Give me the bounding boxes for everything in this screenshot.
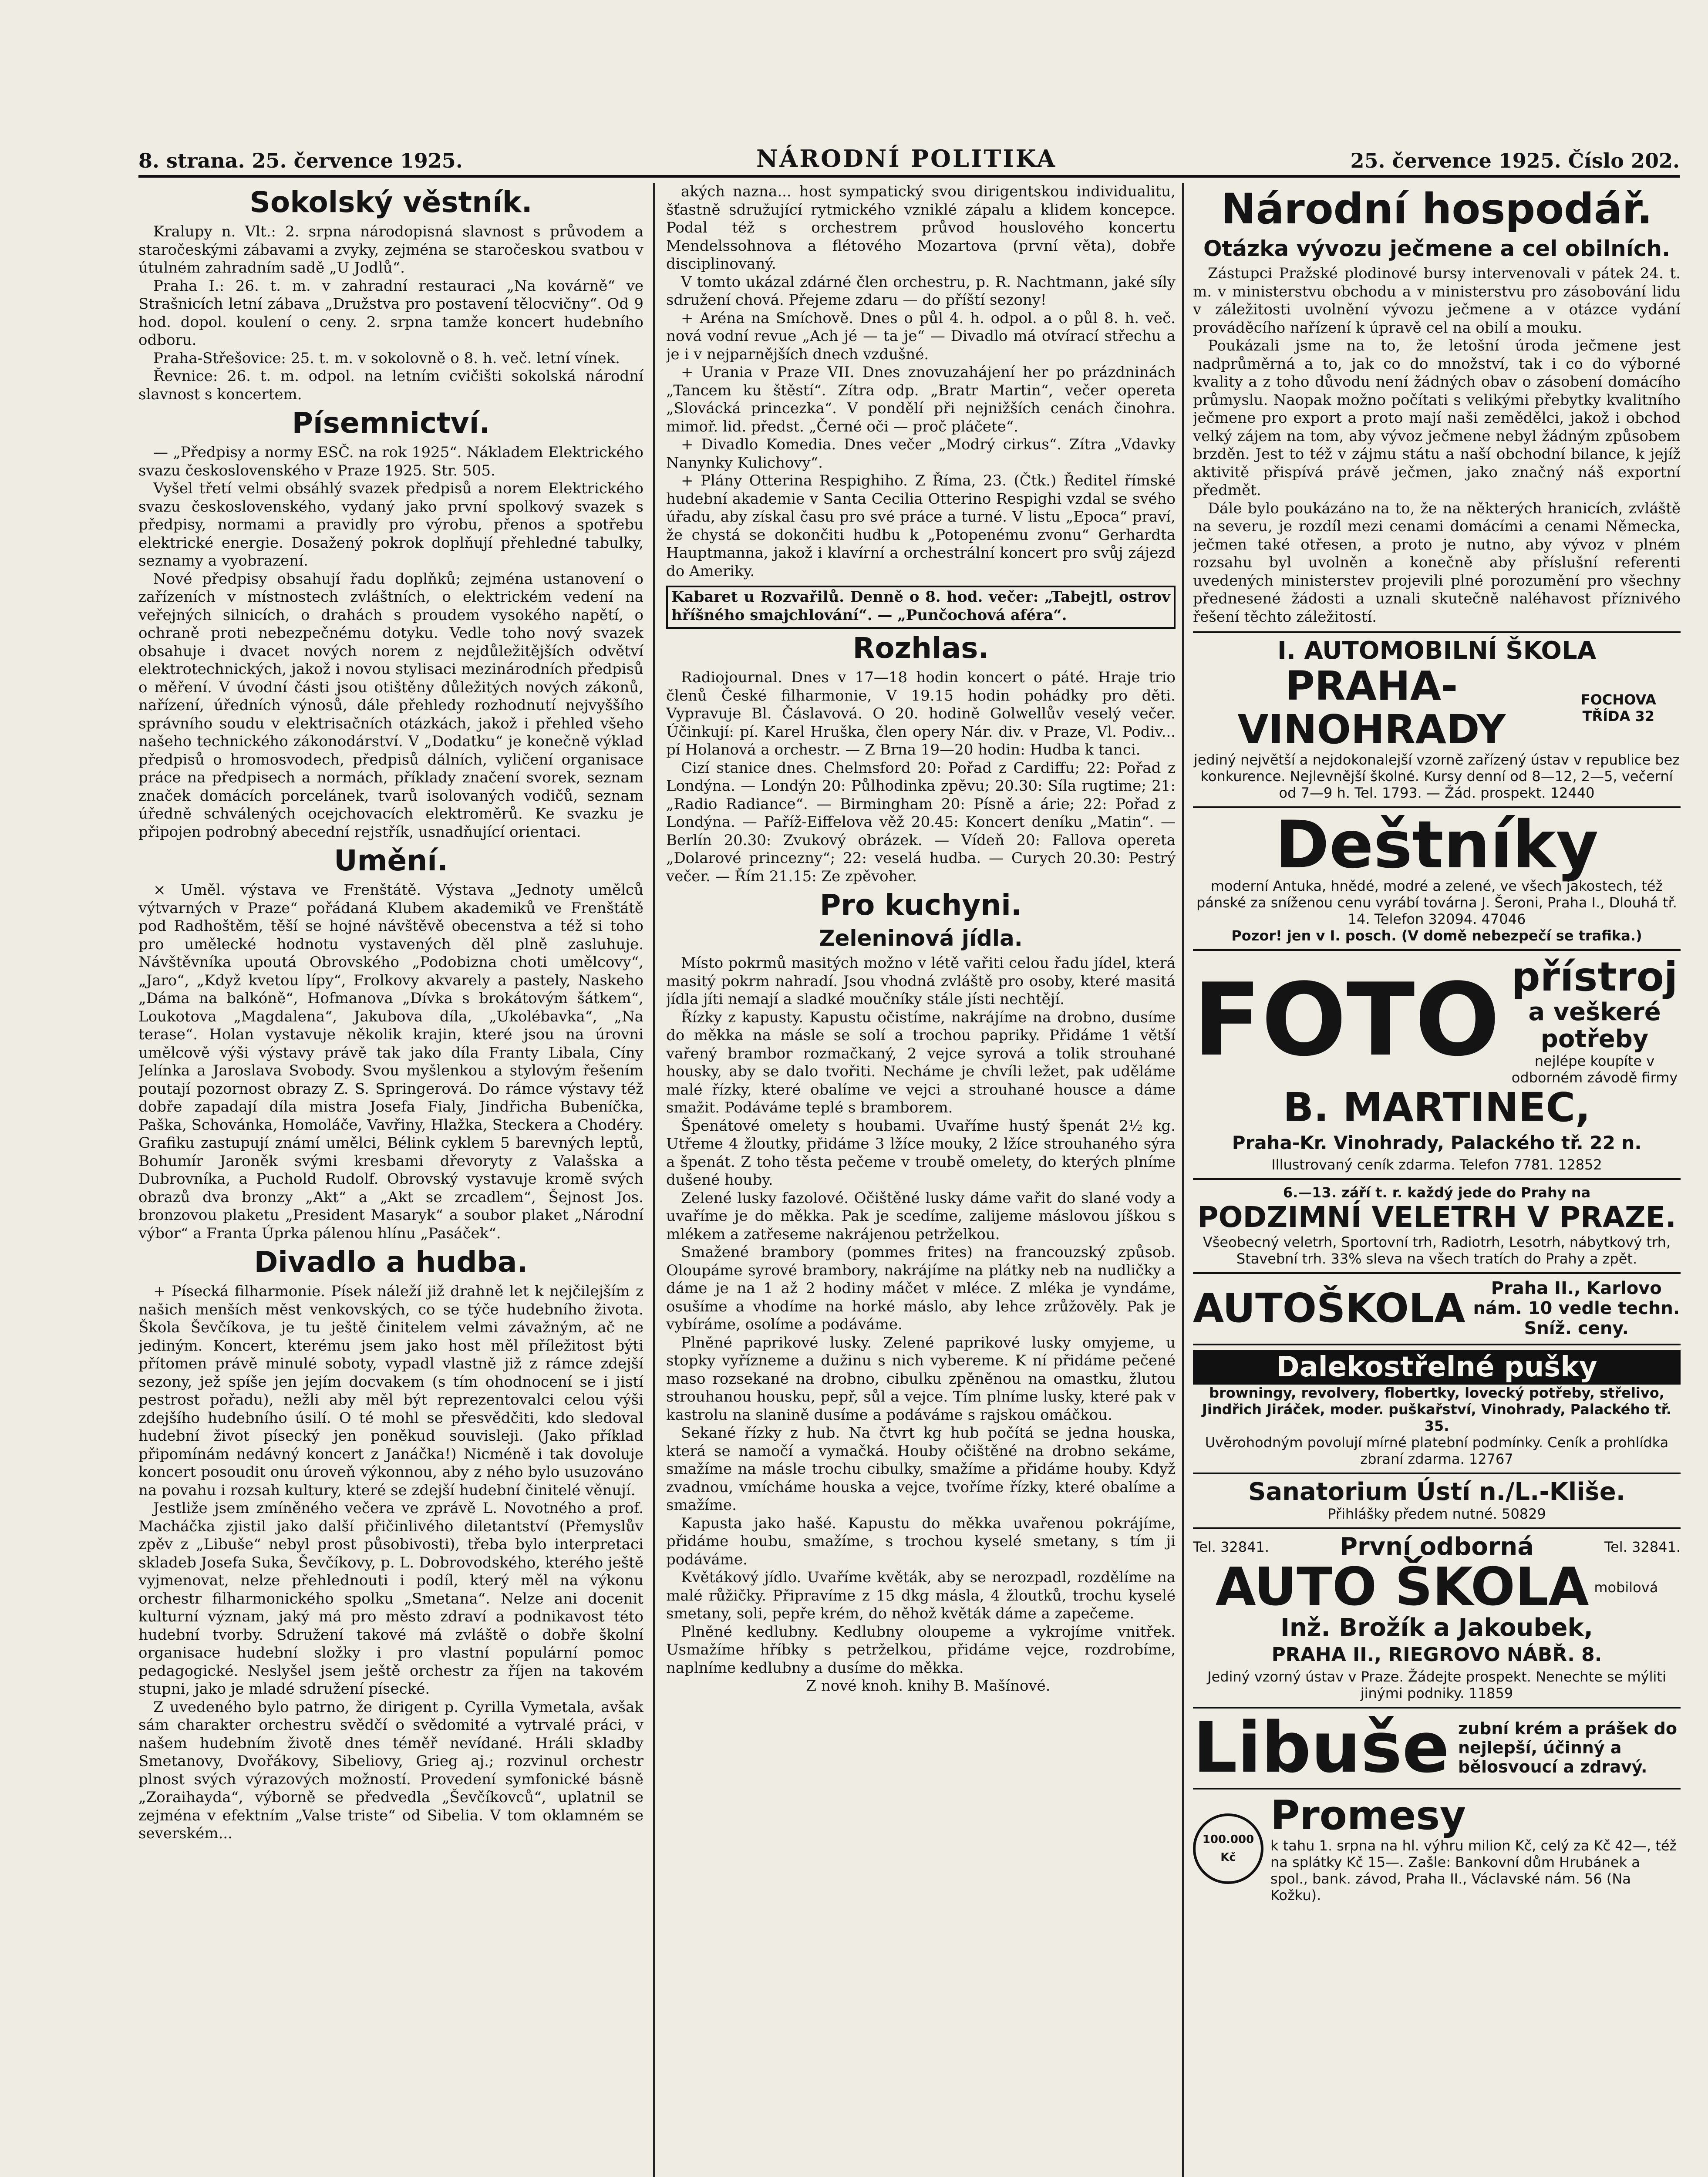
ad-text: jediný největší a nejdokonalejší vzorně zařízený ústav v republice bez konkurence. Nejlevnější školné. Kursy denní od 8—12, 2—5, večerní od 7—9 h. Tel. 1793. — Žád. prospekt. 12440 [1193, 752, 1680, 801]
ad-text: zubní krém a prášek do nejlepší, účinný a bělosvoucí a zdravý. [1458, 1719, 1677, 1776]
article-paragraph: Nové předpisy obsahují řadu doplňků; zejména ustanovení o zařízeních v místnostech zvláštních, o elektrickém vedení na veřejných silnicích, o drahách s proudem vysokého napětí, o ochraně proti nebezpečnému dotyku. Vedle toho nový svazek obsahuje i dvacet nových norem z nejdůležitějších odvětví elektrotechnických, jakož i novou stylisaci mezinárodních předpisů o měření. V úvodní části jsou otištěny důležitých nových zákonů, nařízení, úředních výnosů, dále přehledy rozhodnutí nejvyššího správního soudu v elektrisačních otázkách, jakož i přehled všeho našeho technického zákonodárství. V „Dodatku“ je konečně výklad předpisů o hromosvodech, předpisů dálních, vyličení organisace práce na předpisech a normách, příklady značení svorek, seznam značek domácích porcelánek, tvarů isolovaných vodičů, seznam úředně schválených ocejchovacích elektroměrů. Ke svazku je připojen podrobný abecední rejstřík, usnadňující orientaci. [138, 570, 643, 841]
header-right: 25. července 1925. Číslo 202. [1350, 149, 1680, 172]
section-title-divadlo: Divadlo a hudba. [254, 1245, 528, 1279]
article-paragraph: Špenátové omelety s houbami. Uvaříme hustý špenát 2½ kg. Utřeme 4 žloutky, přidáme 3 lžíce mouky, 2 lžíce strouhaného sýra a špenát. Z toho těsta pečeme v troubě omelety, do kterých plníme dušené houby. [666, 1117, 1176, 1189]
ad-address: FOCHOVA TŘÍDA 32 [1580, 691, 1656, 725]
ad-subtitle: První odborná [1339, 1533, 1534, 1561]
ad-promesy [1193, 1788, 1681, 1904]
ad-subtitle: přístroj [1511, 954, 1678, 1000]
ad-phone: Tel. 32841. [1604, 1539, 1681, 1555]
section-subtitle: Otázka vývozu ječmene a cel obilních. [1203, 236, 1671, 261]
article-paragraph: akých nazna... host sympatický svou dirigentskou individualitu, šťastně sdružující rytmického vzniklé zápalu a klidem koncepce. Podal též s orchestrem průvod houslového koncertu Mendelssohnova a flétového Mozartova (první věta), dobře disciplinovaný. [666, 183, 1176, 273]
column-rule [1182, 183, 1184, 2177]
article-paragraph: Dále bylo poukázáno na to, že na některých hranicích, zvláště na severu, je rozdíl mezi cenami domácími a cenami Německa, ječmen také otřesen, a proto je nutno, aby vývoz v plném rozsahu byl uvolněn a konečně aby příslušní referenti uvedených ministerstev projevili plné porozumění pro všechny přednesené žádosti a uznali skutečně naléhavost příznivého řešení těchto záležitostí. [1193, 499, 1681, 626]
article-paragraph: Kralupy n. Vlt.: 2. srpna národopisná slavnost s průvodem a staročeskými zábavami a zvyky, zejména se staročeskou svatbou v útulném zahradním sadě „U Jodlů“. [138, 223, 643, 276]
ad-address: PRAHA II., RIEGROVO NÁBŘ. 8. [1271, 1644, 1602, 1666]
article-paragraph: + Plány Otterina Respighiho. Z Říma, 23. (Čtk.) Ředitel římské hudební akademie v Santa Cecilia Otterino Respighi vzdal se svého úřadu, aby získal času pro své práce a turné. V listu „Epoca“ praví, že chystá se dokončiti hudbu k „Potopenému zvonu“ Gerhardta Hauptmanna, jakož i klavírní a orchestrální koncert pro svůj zájezd do Ameriky. [666, 472, 1176, 580]
column-1 [138, 183, 643, 2177]
ad-title: FOTO [1193, 962, 1500, 1078]
section-title-sokol: Sokolský věstník. [249, 185, 532, 219]
ad-text: Přihlášky předem nutné. 50829 [1327, 1506, 1546, 1522]
article-paragraph: Plněné kedlubny. Kedlubny oloupeme a vykrojíme vnitřek. Usmažíme hříbky s petrželkou, přidáme vejce, rozdrobíme, naplníme kedlubny a dusíme do měkka. [666, 1623, 1176, 1677]
article-paragraph: Z uvedeného bylo patrno, že dirigent p. Cyrilla Vymetala, avšak sám charakter orchestru svědčí o svědomité a vytrvalé práci, v našem hudebním životě dnes téměř nevídané. Hráli skladby Smetanovy, Dvořákovy, Sibeliovy, Grieg aj.; rozvinul orchestr plnost svých výrazových možností. Provedení symfonické básně „Zoraihayda“, výborně se předvedla „Ševčíkovců“, uplatnil se zejména v efektním „Valse triste“ od Sibelia. V tom oklamném se severském... [138, 1698, 643, 1842]
ad-phone: Tel. 32841. [1193, 1539, 1269, 1555]
ad-text: nejlépe koupíte v odborném závodě firmy [1511, 1053, 1678, 1086]
ad-title: Libuše [1193, 1707, 1449, 1788]
ad-text: browningy, revolvery, flobertky, lovecký potřeby, střelivo, [1209, 1385, 1664, 1401]
article-paragraph: × Uměl. výstava ve Frenštátě. Výstava „Jednoty umělců výtvarných v Praze“ pořádaná Klubem akademiků ve Frenštátě pod Radhoštěm, těší se hojné návštěvě obecenstva a též si toho pro umělecké hodnotu vystavených děl plně zasluhuje. Návštěvníka upoutá Obrovského „Podobizna choti umělcovy“, „Jaro“, „Když kvetou lípy“, Frolkovy akvarely a pastely, Naskeho „Dáma na balkóně“, Hofmanova „Dívka s brokátovým šátkem“, Loukotova „Magdalena“, Jakubova díla, „Ukolébavka“, „Na terase“. Holan vystavuje několik krajin, které jsou na úrovni umělcově výši výstavy právě tak jako díla Franty Libala, Cíny Jelínka a Jaroslava Svobody. Svou myšlenkou a stylovým řešením poutají pozornost obrazy Z. S. Springerová. Do rámce výstavy též dobře zapadají díla mistra Josefa Fialy, Jindřicha Bubeníčka, Paška, Schovánka, Homoláče, Vavřiny, Hlažka, Steckera a Chodéry. Grafiku zastupují známí umělci, Bélink cyklem 5 barevných leptů, Bohumír Jaroněk svými kresbami dřevoryty z Valašska a Dubrovníka, a Puchold Rudolf. Obrovský vystavuje kromě svých obrazů dva bronzy „Akt“ a „Akt se zrcadlem“, Šejnost Jos. bronzovou plaketu „President Masaryk“ a soubor plaket „Národní výbor“ a Franta Úprka pálenou hlínu „Pasáček“. [138, 881, 643, 1242]
coin-badge [1193, 1813, 1263, 1884]
article-paragraph: Jestliže jsem zmíněného večera ve zprávě L. Novotného a prof. Macháčka zjistil jako další přičinlivého diletantství (Přemyslův zpěv z „Libuše“ nebyl prost působivosti), třeba bylo interpretaci skladeb Josefa Suka, Ševčíkovy, p. L. Dobrovodského, kterého ještě vyjmenovat, nelze přehlednouti i podíl, který měl na výkonu orchestr filharmonického spolku „Smetana“. Nelze ani docenit kulturní význam, jaký má pro město zdraví a podnikavost této hudební tvorby. Sdružení takové má zvláště o dobře školní organisace hudební složky i pro vlastní populární pomoc pedagogické. Neslyšel jsem ještě orchestr za říjen na takovém stupni, jako je mladé sdružení písecké. [138, 1500, 643, 1698]
article-paragraph: Kapusta jako hašé. Kapustu do měkka uvařenou pokrájíme, přidáme houbu, smažíme, s trochou kyselé smetany, s tím ji podáváme. [666, 1514, 1176, 1568]
article-paragraph: Zástupci Pražské plodinové bursy intervenovali v pátek 24. t. m. v ministerstvu obchodu a v ministerstvu pro zásobování lidu v záležitosti uvolnění vývozu ječmene a v otázce vydání prováděcího nařízení k úpravě cel na obilí a mouku. [1193, 265, 1681, 337]
ad-veletrh [1193, 1178, 1681, 1267]
ad-pusky [1193, 1344, 1681, 1467]
ad-text: 6.—13. září t. r. každý jede do Prahy na [1283, 1184, 1591, 1201]
ad-title: Dalekostřelné pušky [1193, 1350, 1681, 1385]
article-paragraph: + Písecká filharmonie. Písek náleží již drahně let k nejčilejším z našich menších měst venkovských, co se týče hudebního života. Škola Ševčíkova, je tu ještě činitelem velmi závažným, ač ne jediným. Koncert, kterému jsem jako host měl příležitost býti přítomen právě minulé soboty, vypadl vlastně již z rámce zdejší sezony, jež spíše jen jejím docvakem (s tím ohodnocení se i jistí pestrost pořadu), nežli aby měl být reprezentovalci celou výši zdejšího hudebního úsilí. O té mohl se přesvědčiti, kdo sledoval hudební život písecký jen poněkud souvisleji. (Jako příklad připomínám nedávný koncert z Janáčka!) Nicméně i tak dovoluje koncert posoudit onu úroveň výkonnou, aby z ného bylo usuzováno na povahu i rozsah kultury, které se zdejší hudební činitelé věnují. [138, 1283, 643, 1499]
article-paragraph: Poukázali jsme na to, že letošní úroda ječmene jest nadprůměrná a to, jak co do množství, tak i co do výborné kvality a z toho důvodu není žádných obav o zásobení domácího průmyslu. Naopak možno počítati s velikými přebytky kvalitního ječmene pro export a proto mají naši zemědělci, jakož i obchod velký zájem na tom, aby vývoz ječmene nebyl žádným způsobem brzděn. Jest to též v zájmu státu a naší obchodní bilance, k jejíž aktivitě přispívá právě ječmen, jako značný náš exportní předmět. [1193, 337, 1681, 499]
coin-badge-label: 100.000 Kč [1202, 1833, 1254, 1864]
ad-title: I. AUTOMOBILNÍ ŠKOLA [1277, 637, 1597, 665]
masthead: NÁRODNÍ POLITIKA [756, 145, 1057, 172]
ad-subtitle: a veškeré potřeby [1528, 998, 1661, 1053]
column-3 [1193, 183, 1681, 2177]
ad-automobilni-skola [1193, 631, 1681, 801]
article-paragraph: — „Předpisy a normy ESČ. na rok 1925“. Nákladem Elektrického svazu československého v Praze 1925. Str. 505. [138, 444, 643, 479]
article-paragraph: Zelené lusky fazolové. Očištěné lusky dáme vařit do slané vody a uvaříme je do měkka. Pak je scedíme, zalijeme máslovou jíškou s mlékem a zatřeseme nakrájenou petrželkou. [666, 1189, 1176, 1243]
ad-text: Uvěrohodným povolují mírné platební podmínky. Ceník a prohlídka zbraní zdarma. 12767 [1205, 1434, 1669, 1467]
article-paragraph: + Divadlo Komedia. Dnes večer „Modrý cirkus“. Zítra „Vdavky Nanynky Kulichovy“. [666, 436, 1176, 472]
article-paragraph: Květákový jídlo. Uvaříme květák, aby se nerozpadl, rozdělíme na malé růžičky. Připravíme z 15 dkg másla, 4 žloutků, trochu kyselé smetany, soli, pepře krém, do něhož květák dáme a zapečeme. [666, 1569, 1176, 1622]
column-rule [653, 183, 655, 2177]
ad-firm: Jindřich Jiráček, moder. puškařství, Vinohrady, Palackého tř. 35. [1202, 1401, 1672, 1434]
article-paragraph: Praha I.: 26. t. m. v zahradní restauraci „Na kovárně“ ve Strašnicích letní zábava „Družstva pro postavení tělocvičny“. Od 9 hod. dopol. koulení o ceny. 2. srpna tamže koncert hudebního odboru. [138, 277, 643, 349]
ad-title: Promesy [1270, 1792, 1466, 1839]
section-title-hospodar: Národní hospodář. [1221, 185, 1653, 233]
header-left: 8. strana. 25. července 1925. [138, 149, 463, 172]
ad-text: Jediný vzorný ústav v Praze. Žádejte prospekt. Nenechte se mýliti jinými podniky. 11859 [1207, 1668, 1666, 1702]
article-paragraph: Plněné paprikové lusky. Zelené paprikové lusky omyjeme, u stopky vyřízneme a dužinu s nich vybereme. K ní přidáme pečené maso rozsekané na drobno, cibulku zpěněnou na omastku, žlutou strouhanou housku, pepř, sůl a vejce. Tím plníme lusky, které pak v kastrolu na slanině dusíme a podáváme s rajskou omáčkou. [666, 1334, 1176, 1424]
kabaret-box [666, 586, 1176, 629]
ad-address: Praha-Kr. Vinohrady, Palackého tř. 22 n. [1232, 1132, 1642, 1153]
article-source: Z nové knoh. knihy B. Mašínové. [806, 1677, 1051, 1695]
ad-firm: Inž. Brožík a Jakoubek, [1280, 1614, 1593, 1642]
article-paragraph: Místo pokrmů masitých možno v létě vařiti celou řadu jídel, která masitý pokrm nahradí. Jsou vhodná zvláště pro osoby, které masitá jídla jíti nemají a sladké moučníky stále jísti nechtějí. [666, 954, 1176, 1008]
article-paragraph: Praha-Střešovice: 25. t. m. v sokolovně o 8. h. več. letní vínek. [153, 349, 620, 367]
section-title-rozhlas: Rozhlas. [852, 631, 989, 665]
article-paragraph: Cizí stanice dnes. Chelmsford 20: Pořad z Cardiffu; 22: Pořad z Londýna. — Londýn 20: Půlhodinka zpěvu; 20.30: Síla rugtime; 21: „Radio Radiance“. — Birmingham 20: Písně a árie; 22: Pořad z Londýna. — Paříž-Eiffelova věž 20.45: Koncert deníku „Matin“. — Berlín 20.30: Zvukový obrázek. — Vídeň 20: Fallova opereta „Dolarové princezny“; 22: veselá hudba. — Curych 20.30: Pestrý večer. — Řím 21.15: Ze zpěvoher. [666, 759, 1176, 885]
ad-sanatorium [1193, 1473, 1681, 1522]
ad-text: Illustrovaný ceník zdarma. Telefon 7781. 12852 [1271, 1156, 1602, 1173]
ad-note: mobilová [1594, 1579, 1658, 1596]
section-title-kuchyne: Pro kuchyni. [820, 888, 1022, 922]
page-header [138, 138, 1680, 178]
article-paragraph: V tomto ukázal zdárné člen orchestru, p. R. Nachtmann, jaké síly sdružení chová. Přejeme zdaru — do příští sezony! [666, 273, 1176, 309]
ad-foto [1193, 949, 1681, 1173]
article-paragraph: Řevnice: 26. t. m. odpol. na letním cvičišti sokolská národní slavnost s koncertem. [138, 367, 643, 403]
ad-auto-skola-brozik [1193, 1527, 1681, 1702]
ad-destniky [1193, 806, 1681, 944]
ad-firm: B. MARTINEC, [1283, 1084, 1590, 1131]
ad-text: Všeobecný veletrh, Sportovní trh, Radiotrh, Lesotrh, nábytkový trh, Stavební trh. 33% sleva na všech tratích do Prahy a zpět. [1203, 1234, 1671, 1267]
ad-text: k tahu 1. srpna na hl. výhru milion Kč, celý za Kč 42—, též na splátky Kč 15—. Zašle: Bankovní dům Hrubánek a spol., bank. závod, Praha II., Václavské nám. 56 (Na Kožku). [1270, 1837, 1677, 1904]
article-paragraph: Vyšel třetí velmi obsáhlý svazek předpisů a norem Elektrického svazu československého, vydaný jako první spolkový svazek s předpisy, normami a pravidly pro výrobu, přenos a spotřebu elektrické energie. Dosažený pokrok doplňují přehledné tabulky, seznamy a vyobrazení. [138, 480, 643, 570]
ad-title: AUTOŠKOLA [1193, 1285, 1465, 1331]
ad-title: AUTO ŠKOLA [1215, 1557, 1589, 1618]
ad-title: PODZIMNÍ VELETRH V PRAZE. [1197, 1200, 1676, 1234]
kabaret-text: Kabaret u Rozvařilů. Denně o 8. hod. večer: „Tabejtl, ostrov hříšného smajchlování“. — „Punčochová aféra“. [671, 588, 1170, 624]
section-title-pisemnictvi: Písemnictví. [292, 406, 490, 440]
article-paragraph: + Urania v Praze VII. Dnes znovuzahájení her po prázdninách „Tancem ku štěstí“. Zítra odp. „Bratr Martin“, večer opereta „Slovácká princezka“. V pondělí při nejnižších cenách činohra. mimoř. lid. předst. „Černé oči — proč pláčete“. [666, 364, 1176, 435]
section-subtitle: Zeleninová jídla. [819, 926, 1023, 951]
section-title-umeni: Umění. [334, 844, 448, 877]
column-2 [666, 183, 1176, 2177]
article-paragraph: + Aréna na Smíchově. Dnes o půl 4. h. odpol. a o půl 8. h. več. nová vodní revue „Ach jé — ta je“ — Divadlo má otvírací střechu a je i v nejparnějších dnech vzdušné. [666, 309, 1176, 363]
ad-libuse [1193, 1707, 1681, 1788]
ad-title: Deštníky [1275, 807, 1599, 883]
ad-note: Pozor! jen v I. posch. (V domě nebezpečí se trafika.) [1231, 927, 1642, 944]
article-paragraph: Řízky z kapusty. Kapustu očistíme, nakrájíme na drobno, dusíme do měkka na másle se solí a trochou papriky. Přidáme 1 větší vařený brambor rozmačkaný, 2 vejce syrová a tolik strouhané housky, aby se dalo tvořiti. Necháme je chvíli ležet, pak uděláme malé řízky, které obalíme ve vejci a strouhané housce a dáme smažit. Podáváme teplé s bramborem. [666, 1008, 1176, 1116]
ad-text: moderní Antuka, hnědé, modré a zelené, ve všech jakostech, též pánské za sníženou cenu vyrábí továrna J. Šeroni, Praha I., Dlouhá tř. 14. Telefon 32094. 47046 [1196, 878, 1677, 927]
article-paragraph: Smažené brambory (pommes frites) na francouzský způsob. Oloupáme syrové brambory, nakrájíme na plátky neb na nudličky a dáme je na 1 až 2 hodiny máčet v mléce. Z mléka je vyndáme, osušíme a vhodíme na horké máslo, aby lehce zrůžověly. Pak je vybíráme, osolíme a podáváme. [666, 1244, 1176, 1333]
article-paragraph: Sekané řízky z hub. Na čtvrt kg hub počítá se jedna houska, která se namočí a vymačká. Houby očištěné na drobno sekáme, smažíme na másle trochu cibulky, smažíme a přidáme houby. Když zvadnou, vmícháme houska a vejce, tvoříme řízky, které obalíme a smažíme. [666, 1424, 1176, 1514]
ad-title: Sanatorium Ústí n./L.-Kliše. [1248, 1478, 1625, 1506]
ad-autoskola [1193, 1272, 1681, 1338]
ad-city: PRAHA-VINOHRADY [1237, 663, 1506, 753]
article-paragraph: Radiojournal. Dnes v 17—18 hodin koncert o páté. Hraje trio členů České filharmonie, V 19.15 hodin pohádky pro děti. Vypravuje Bl. Čáslavová. O 20. hodině Golwellův veselý večer. Účinkují: pí. Karel Hruška, člen opery Nár. div. v Praze, Vl. Podiv... pí Holanová a orchestr. — Z Brna 19—20 hodin: Hudba k tanci. [666, 669, 1176, 758]
ad-address: Praha II., Karlovo nám. 10 vedle techn. Sníž. ceny. [1473, 1278, 1680, 1338]
